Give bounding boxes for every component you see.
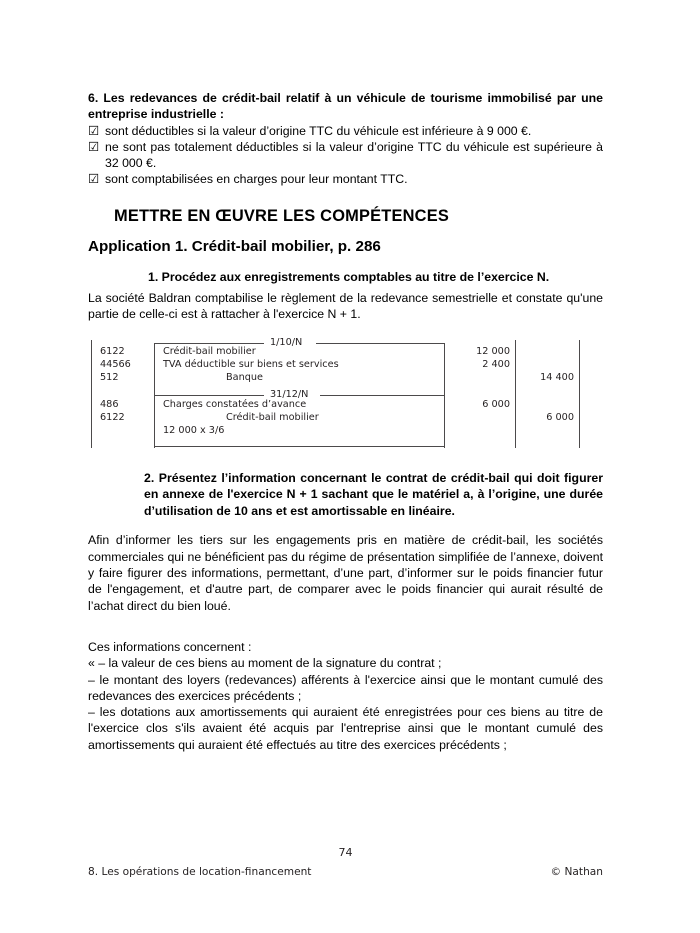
checkbox-checked-icon[interactable]: ☑ bbox=[88, 123, 100, 138]
table-debit-credit-rule bbox=[515, 340, 516, 448]
list-item: – les dotations aux amortissements qui auraient été enregistrées pour ces biens au titre de l'exercice clos s'ils avaient été acquis par l'entreprise ainsi que le montant cumulé des amortissements qui auraient été effectués au titre des exercices précédents ; bbox=[88, 705, 603, 752]
journal-debit: 6 000 bbox=[482, 398, 510, 410]
journal-label: Crédit-bail mobilier bbox=[163, 345, 256, 357]
journal-credit: 6 000 bbox=[546, 411, 574, 423]
question-2-prompt: 2. Présentez l’information concernant le contrat de crédit-bail qui doit figurer en annexe de l'exercice N + 1 sachant que le matériel a, à l’origine, une durée d’utilisation de 10 ans et est amortissable en linéaire. bbox=[144, 470, 603, 518]
list-item: – le montant des loyers (redevances) afférents à l'exercice ainsi que le montant cumulé des redevances des exercices précédents ; bbox=[88, 672, 603, 703]
journal-debit: 2 400 bbox=[482, 358, 510, 370]
table-left-rule bbox=[91, 340, 92, 448]
footer-copyright: © Nathan bbox=[550, 866, 603, 878]
journal-entry-table bbox=[88, 337, 593, 450]
question-1-prompt: 1. Procédez aux enregistrements comptables au titre de l’exercice N. bbox=[148, 269, 550, 284]
checkbox-checked-icon[interactable]: ☑ bbox=[88, 172, 100, 187]
journal-date-1: 1/10/N bbox=[270, 336, 303, 348]
option-label: sont comptabilisées en charges pour leur montant TTC. bbox=[105, 172, 408, 187]
date-rule-right-1 bbox=[316, 343, 445, 344]
page-content bbox=[88, 90, 603, 753]
journal-account: 6122 bbox=[100, 345, 125, 357]
question-6-block bbox=[88, 90, 603, 188]
journal-account: 486 bbox=[100, 398, 119, 410]
checkbox-checked-icon[interactable]: ☑ bbox=[88, 139, 100, 154]
date-rule-right-2 bbox=[320, 395, 445, 396]
journal-note: 12 000 x 3/6 bbox=[163, 424, 225, 436]
question-6-options bbox=[88, 123, 603, 188]
list-item: « – la valeur de ces biens au moment de la signature du contrat ; bbox=[88, 656, 442, 671]
journal-label: Crédit-bail mobilier bbox=[226, 411, 319, 423]
journal-label: Charges constatées d’avance bbox=[163, 398, 307, 410]
question-2-answer: Afin d’informer les tiers sur les engagements pris en matière de crédit-bail, les sociétés commerciales qui ne bénéficient pas du régime de présentation simplifiée de l’annexe, doivent y faire figurer des informations, permettant, d’une part, d’informer sur le poids financier futur de l'engagement, et d'autre part, de comparer avec le poids financier qui aurait résulté de l’achat direct du bien loué. bbox=[88, 533, 603, 613]
section-title-competences: METTRE EN ŒUVRE LES COMPÉTENCES bbox=[114, 206, 449, 225]
section-title-application: Application 1. Crédit-bail mobilier, p. 286 bbox=[88, 237, 381, 255]
journal-label: TVA déductible sur biens et services bbox=[163, 358, 339, 370]
journal-account: 6122 bbox=[100, 411, 125, 423]
date-rule-left-2 bbox=[154, 395, 264, 396]
option-item[interactable] bbox=[88, 171, 603, 187]
list-intro: Ces informations concernent : bbox=[88, 639, 252, 654]
journal-account: 44566 bbox=[100, 358, 131, 370]
table-right-rule bbox=[579, 340, 580, 448]
journal-account: 512 bbox=[100, 371, 119, 383]
question-6-heading: 6. Les redevances de crédit-bail relatif à un véhicule de tourisme immobilisé par une entreprise industrielle : bbox=[88, 91, 603, 122]
table-box-bottom-rule bbox=[154, 446, 445, 447]
option-label: sont déductibles si la valeur d’origine TTC du véhicule est inférieure à 9 000 €. bbox=[105, 123, 532, 138]
journal-credit: 14 400 bbox=[540, 371, 574, 383]
option-label: ne sont pas totalement déductibles si la valeur d’origine TTC du véhicule est supérieure à 32 000 €. bbox=[105, 139, 603, 171]
page-footer bbox=[88, 846, 603, 880]
footer-row bbox=[88, 865, 603, 880]
journal-label: Banque bbox=[226, 371, 263, 383]
footer-chapter: 8. Les opérations de location-financement bbox=[88, 866, 312, 878]
question-1-intro: La société Baldran comptabilise le règlement de la redevance semestrielle et constate qu'une partie de celle-ci est à rattacher à l'exercice N + 1. bbox=[88, 291, 603, 322]
page-number: 74 bbox=[338, 846, 353, 859]
option-item[interactable] bbox=[88, 123, 603, 139]
date-rule-left-1 bbox=[154, 343, 264, 344]
journal-debit: 12 000 bbox=[476, 345, 510, 357]
option-item[interactable] bbox=[88, 139, 603, 172]
journal-date-2: 31/12/N bbox=[270, 388, 309, 400]
